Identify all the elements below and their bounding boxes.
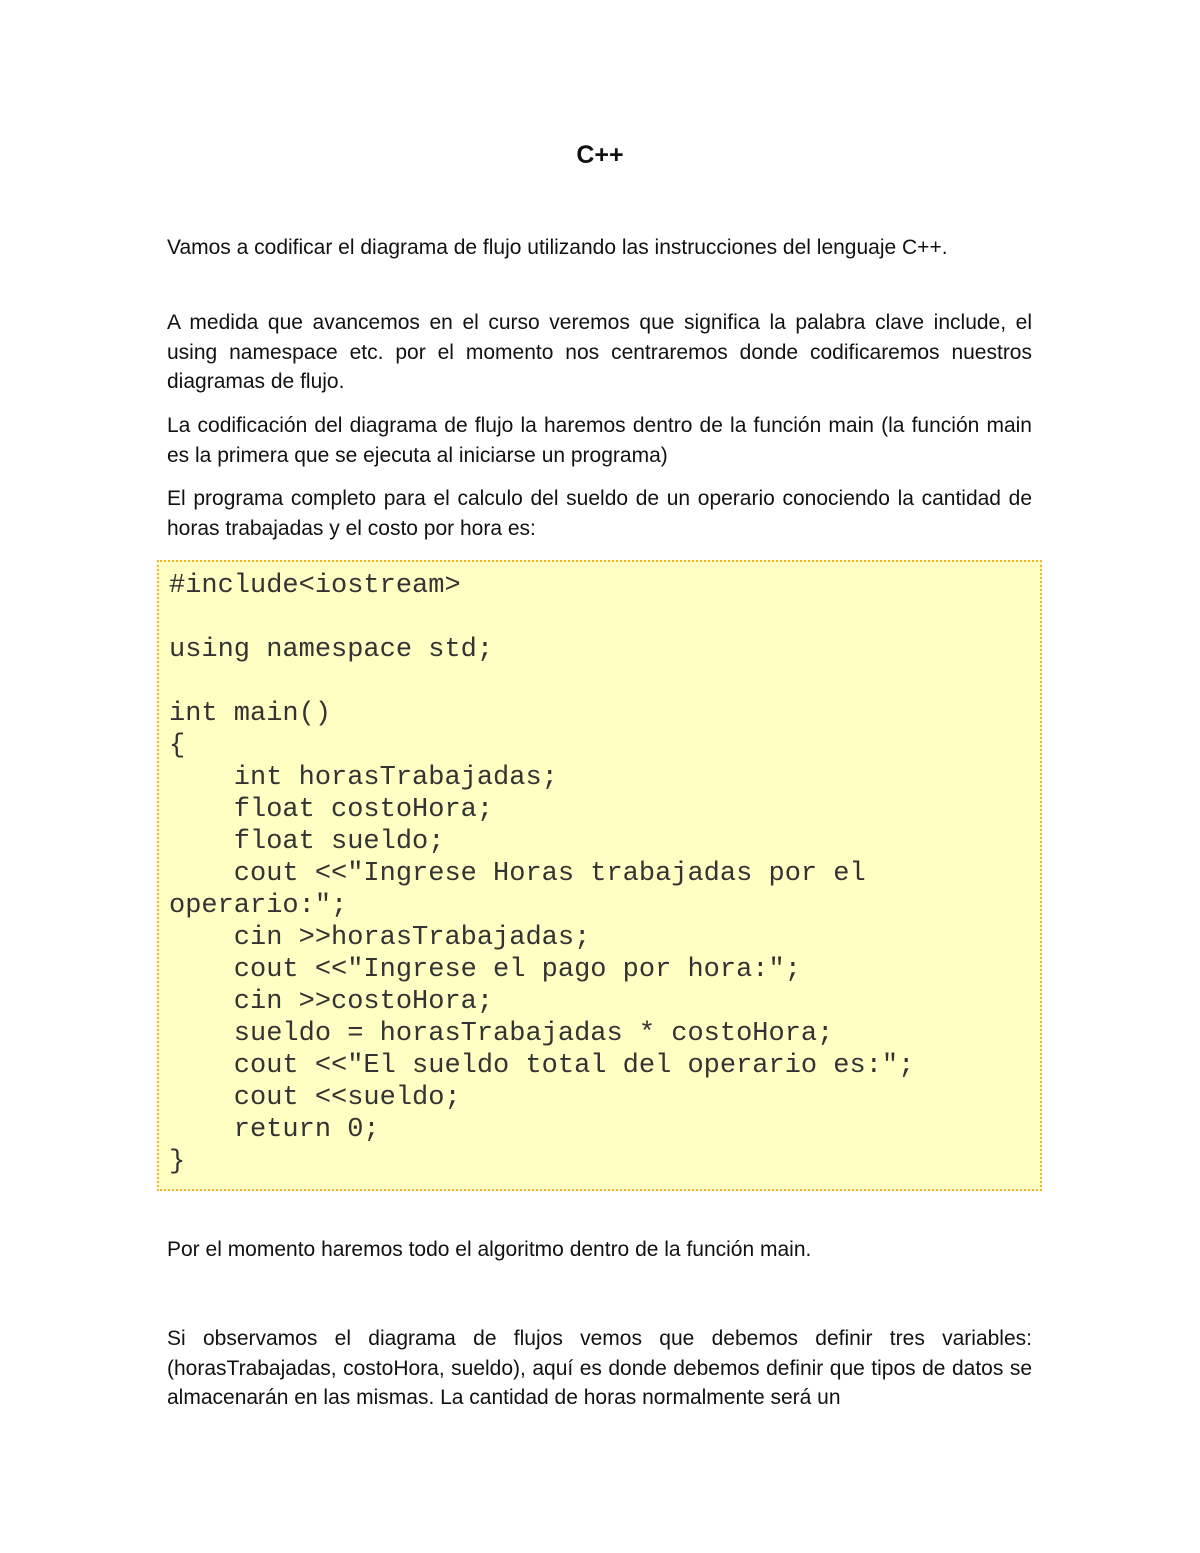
paragraph-main-note: Por el momento haremos todo el algoritmo dentro de la función main. bbox=[167, 1238, 812, 1261]
document-title: C++ bbox=[576, 141, 624, 169]
code-line: cout <<"El sueldo total del operario es:"; bbox=[169, 1051, 915, 1081]
code-line: return 0; bbox=[169, 1115, 380, 1145]
code-line: operario:"; bbox=[169, 891, 348, 921]
code-line: { bbox=[169, 731, 186, 761]
code-line: float costoHora; bbox=[169, 795, 494, 825]
paragraph-include-note: A medida que avancemos en el curso veremos que significa la palabra clave include, el using namespace etc. por el momento nos centraremos donde codificaremos nuestros diagramas de flujo. bbox=[167, 311, 1032, 393]
code-block bbox=[157, 560, 1042, 1191]
paragraph-intro: Vamos a codificar el diagrama de flujo utilizando las instrucciones del lenguaje C++. bbox=[167, 236, 948, 259]
code-line: } bbox=[169, 1147, 186, 1177]
code-line: cout <<"Ingrese Horas trabajadas por el bbox=[169, 859, 866, 889]
code-line: int horasTrabajadas; bbox=[169, 763, 558, 793]
code-line: float sueldo; bbox=[169, 827, 445, 857]
code-line: int main() bbox=[169, 699, 332, 729]
code-line: cout <<sueldo; bbox=[169, 1083, 461, 1113]
code-line: sueldo = horasTrabajadas * costoHora; bbox=[169, 1019, 834, 1049]
code-line: #include<iostream> bbox=[169, 571, 461, 601]
paragraph-variables: Si observamos el diagrama de flujos vemos que debemos definir tres variables: (horasTrabajadas, costoHora, sueldo), aquí es donde debemos definir que tipos de datos se almacenarán en las mismas. La cantidad de horas normalmente será un bbox=[167, 1327, 1032, 1409]
paragraph-main-function: La codificación del diagrama de flujo la haremos dentro de la función main (la función main es la primera que se ejecuta al iniciarse un programa) bbox=[167, 414, 1032, 467]
code-line: cout <<"Ingrese el pago por hora:"; bbox=[169, 955, 801, 985]
code-line: using namespace std; bbox=[169, 635, 494, 665]
code-line: cin >>horasTrabajadas; bbox=[169, 923, 591, 953]
paragraph-program-intro: El programa completo para el calculo del sueldo de un operario conociendo la cantidad de horas trabajadas y el costo por hora es: bbox=[167, 487, 1032, 540]
code-line: cin >>costoHora; bbox=[169, 987, 494, 1017]
